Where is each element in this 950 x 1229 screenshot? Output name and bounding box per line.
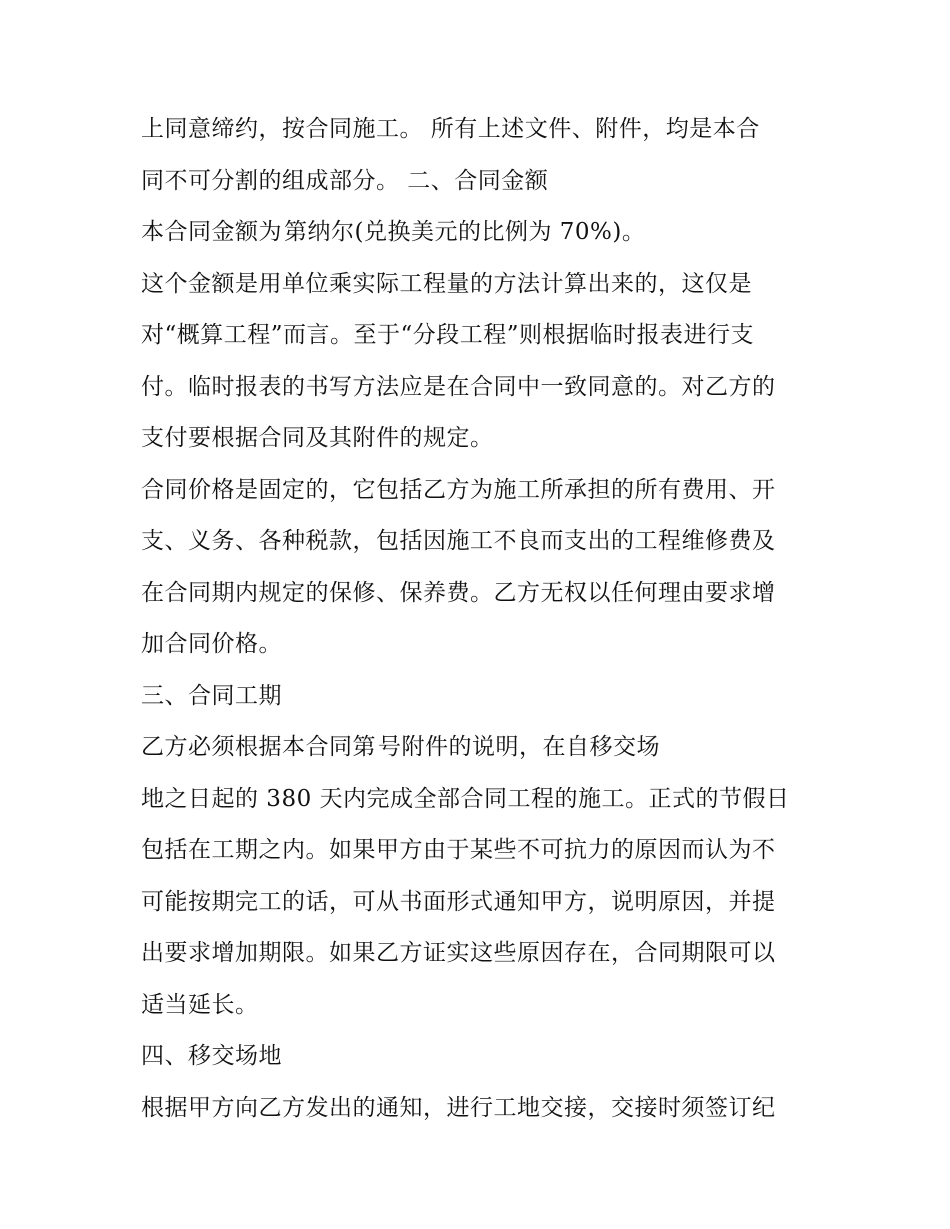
text-line: 上同意缔约，按合同施工。 所有上述文件、附件，均是本合 bbox=[141, 116, 760, 142]
text-fragment: 号附件的说明，在自移交场 bbox=[378, 734, 660, 760]
section-heading: 四、移交场地 bbox=[141, 1043, 282, 1069]
text-line: 同不可分割的组成部分。 二、合同金额 bbox=[141, 167, 549, 194]
text-line: 付。临时报表的书写方法应是在合同中一致同意的。对乙方的 bbox=[141, 373, 776, 400]
text-line: 根据甲方向乙方发出的通知，进行工地交接，交接时须签订纪 bbox=[141, 1094, 776, 1121]
document-body bbox=[141, 104, 821, 1134]
text-line-amount bbox=[141, 207, 821, 259]
text-line: 在合同期内规定的保修、保养费。乙方无权以任何理由要求增 bbox=[141, 579, 776, 606]
text-fragment: 本合同金额为 bbox=[141, 219, 282, 245]
text-line: 加合同价格。 bbox=[141, 631, 282, 657]
text-line-appendix bbox=[141, 722, 821, 774]
text-line: 包括在工期之内。如果甲方由于某些不可抗力的原因而认为不 bbox=[141, 837, 776, 863]
section-heading: 三、合同工期 bbox=[141, 682, 282, 709]
text-line: 适当延长。 bbox=[141, 991, 259, 1018]
text-line: 这个金额是用单位乘实际工程量的方法计算出来的，这仅是 bbox=[141, 270, 752, 297]
text-line: 合同价格是固定的，它包括乙方为施工所承担的所有费用、开 bbox=[141, 476, 776, 503]
text-line: 支、义务、各种税款，包括因施工不良而支出的工程维修费及 bbox=[141, 528, 776, 554]
text-line: 出要求增加期限。如果乙方证实这些原因存在，合同期限可以 bbox=[141, 940, 776, 966]
text-fragment: 第纳尔(兑换美元的比例为 70%)。 bbox=[284, 219, 646, 245]
text-line: 支付要根据合同及其附件的规定。 bbox=[141, 425, 494, 451]
text-line: 可能按期完工的话，可从书面形式通知甲方，说明原因，并提 bbox=[141, 888, 776, 915]
text-fragment: 乙方必须根据本合同第 bbox=[141, 734, 376, 760]
text-line: 对“概算工程”而言。至于“分段工程”则根据临时报表进行支 bbox=[141, 322, 755, 348]
text-line: 地之日起的 380 天内完成全部合同工程的施工。正式的节假日 bbox=[141, 785, 790, 812]
